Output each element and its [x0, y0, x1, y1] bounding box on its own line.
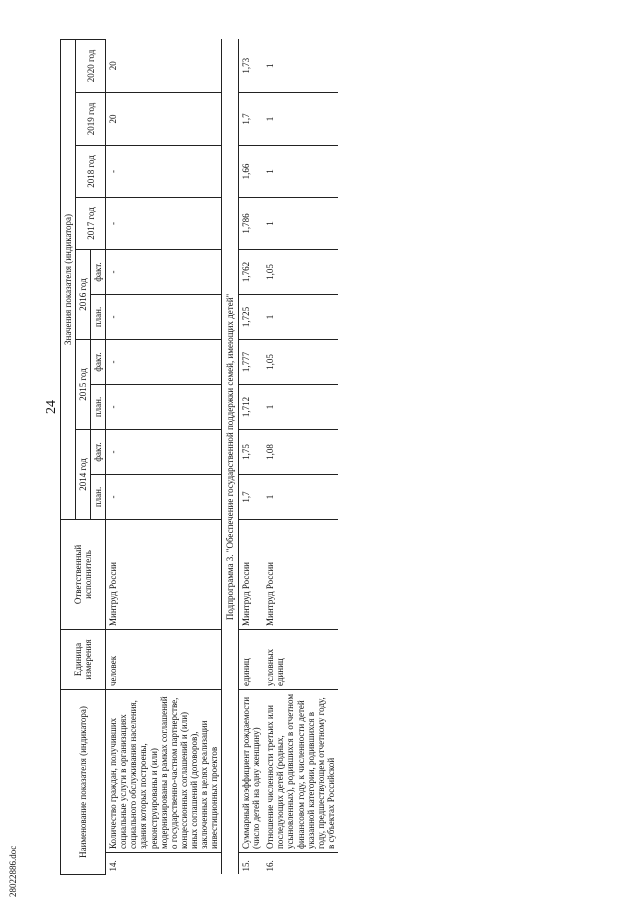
- header-name: Наименование показателя (индикатора): [61, 689, 106, 874]
- executor-cell: Минтруд России: [263, 519, 338, 629]
- value-cell: 1,08: [263, 429, 338, 474]
- value-cell: 1: [263, 474, 338, 519]
- header-fact: факт.: [91, 429, 106, 474]
- value-cell: 20: [106, 39, 222, 92]
- row-number: 14.: [106, 853, 222, 875]
- value-cell: -: [106, 197, 222, 249]
- executor-cell: Минтруд России: [106, 519, 222, 629]
- value-cell: 1,66: [239, 145, 264, 197]
- row-number: 16.: [263, 853, 338, 875]
- value-cell: 1,786: [239, 197, 264, 249]
- value-cell: 1: [263, 384, 338, 429]
- indicator-name: Отношение численности третьих или последующих детей (родных, усыновленных), родившихся в отчетном финансовом году, к численности детей указанной категории, родившихся в году, предшествующем отчетному году, в субъектах Российской: [263, 689, 338, 852]
- header-plan: план.: [91, 294, 106, 339]
- unit-cell: условных единиц: [263, 629, 338, 689]
- header-2020: 2020 год: [76, 39, 106, 92]
- page-number: 24: [44, 400, 59, 414]
- value-cell: 1,05: [263, 249, 338, 294]
- unit-cell: единиц: [239, 629, 264, 689]
- value-cell: 1,712: [239, 384, 264, 429]
- value-cell: 1: [263, 39, 338, 92]
- value-cell: -: [106, 294, 222, 339]
- value-cell: -: [106, 384, 222, 429]
- value-cell: 1,05: [263, 339, 338, 384]
- header-fact: факт.: [91, 249, 106, 294]
- indicator-name: Суммарный коэффициент рождаемости (число детей на одну женщину): [239, 689, 264, 852]
- row-number: 15.: [239, 853, 264, 875]
- executor-cell: Минтруд России: [239, 519, 264, 629]
- value-cell: 1: [263, 92, 338, 145]
- value-cell: 1: [263, 145, 338, 197]
- value-cell: 1,762: [239, 249, 264, 294]
- value-cell: 1: [263, 197, 338, 249]
- subprogram-title: Подпрограмма 3. "Обеспечение государственной поддержки семей, имеющих детей": [222, 39, 239, 874]
- header-2015: 2015 год: [76, 339, 91, 429]
- value-cell: 1,73: [239, 39, 264, 92]
- value-cell: 1,75: [239, 429, 264, 474]
- value-cell: -: [106, 339, 222, 384]
- value-cell: 1,777: [239, 339, 264, 384]
- table-row: [106, 39, 222, 874]
- header-plan: план.: [91, 384, 106, 429]
- value-cell: 1: [263, 294, 338, 339]
- header-unit: Единица измерения: [61, 629, 106, 689]
- header-2014: 2014 год: [76, 429, 91, 519]
- footer-code: 28022886.doc: [8, 845, 18, 897]
- header-executor: Ответственный исполнитель: [61, 519, 106, 629]
- indicator-table: [60, 39, 338, 875]
- value-cell: -: [106, 145, 222, 197]
- value-cell: 1,725: [239, 294, 264, 339]
- value-cell: 20: [106, 92, 222, 145]
- header-2016: 2016 год: [76, 249, 91, 339]
- header-2018: 2018 год: [76, 145, 106, 197]
- value-cell: 1,7: [239, 92, 264, 145]
- value-cell: -: [106, 474, 222, 519]
- header-2017: 2017 год: [76, 197, 106, 249]
- value-cell: -: [106, 429, 222, 474]
- unit-cell: человек: [106, 629, 222, 689]
- header-values: Значения показателя (индикатора): [61, 39, 76, 519]
- header-2019: 2019 год: [76, 92, 106, 145]
- subprogram-row: [222, 39, 239, 874]
- value-cell: -: [106, 249, 222, 294]
- indicator-name: Количество граждан, получивших социальные услуги в организациях социального обслуживания населения, здания которых построены, реконструированы и (или) модернизированы в рамках соглашений о государственно-частном партнерстве, концессионных соглашений и (или) иных соглашений (договоров), заключенных в целях реализации инвестиционных проектов: [106, 689, 222, 852]
- table-row: [263, 39, 338, 874]
- value-cell: 1,7: [239, 474, 264, 519]
- header-plan: план.: [91, 474, 106, 519]
- table-row: [239, 39, 264, 874]
- header-fact: факт.: [91, 339, 106, 384]
